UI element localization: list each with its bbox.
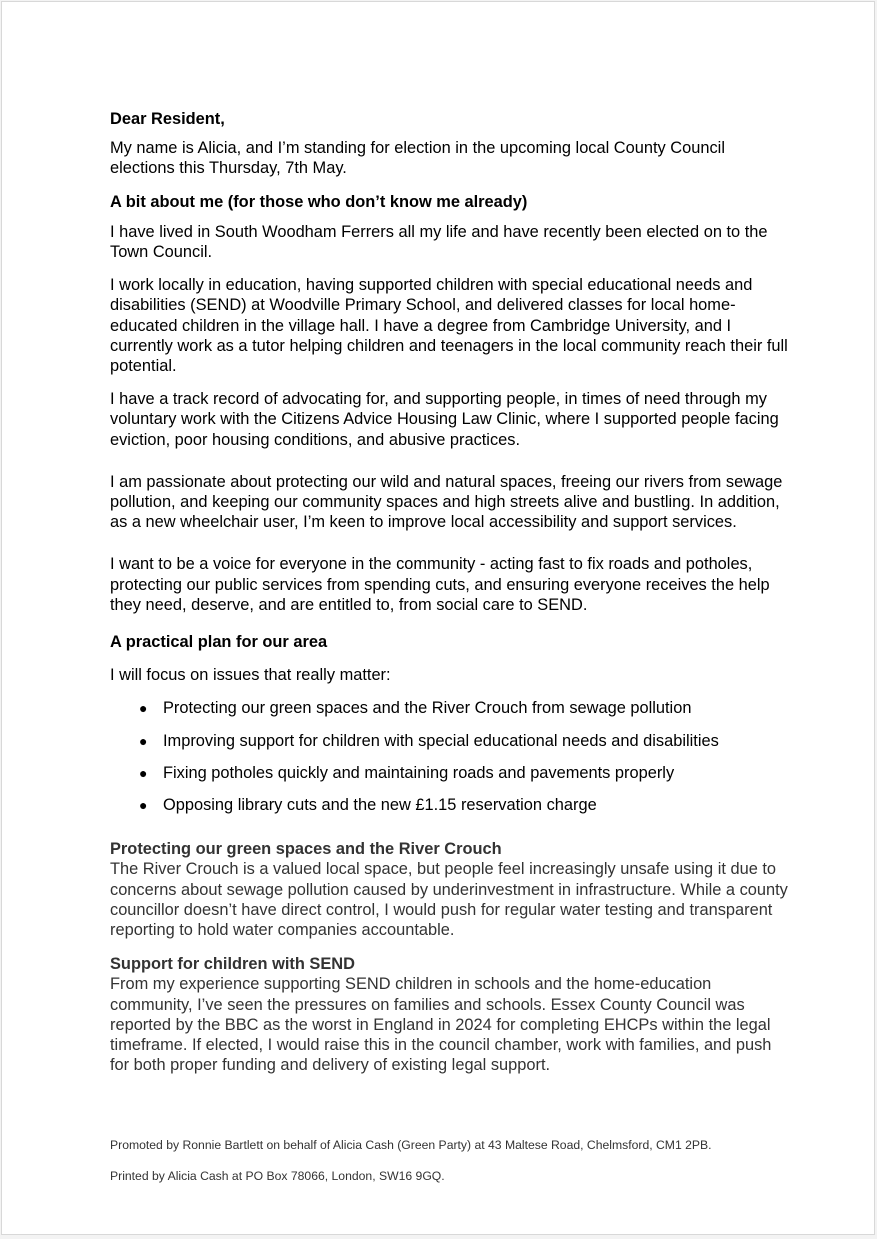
list-item: ● Opposing library cuts and the new £1.15 reservation charge xyxy=(139,796,597,815)
promoted-by: Promoted by Ronnie Bartlett on behalf of Alicia Cash (Green Party) at 43 Maltese Road, Chelmsford, CM1 2PB. xyxy=(110,1138,712,1152)
printed-by: Printed by Alicia Cash at PO Box 78066, London, SW16 9GQ. xyxy=(110,1169,445,1183)
about-paragraph-2: I work locally in education, having supported children with special educational needs and disabilities (SEND) at Woodville Primary School, and delivered classes for local home-educated children in the village hall. I have a degree from Cambridge University, and I currently work as a tutor helping children and teenagers in the local community reach their full potential. xyxy=(110,276,788,376)
plan-list xyxy=(110,698,790,827)
list-item: ● Protecting our green spaces and the River Crouch from sewage pollution xyxy=(139,699,692,718)
letter-body xyxy=(110,109,790,1075)
river-heading: Protecting our green spaces and the River Crouch xyxy=(110,840,502,859)
intro-paragraph: My name is Alicia, and I’m standing for election in the upcoming local County Council elections this Thursday, 7th May. xyxy=(110,139,725,178)
about-paragraph-4: I am passionate about protecting our wild and natural spaces, freeing our rivers from sewage pollution, and keeping our community spaces and high streets alive and bustling. In addition, as a new wheelchair user, I’m keen to improve local accessibility and support services. xyxy=(110,472,783,532)
about-heading: A bit about me (for those who don’t know me already) xyxy=(110,192,528,211)
imprint-footer xyxy=(110,1138,810,1200)
plan-intro: I will focus on issues that really matter: xyxy=(110,666,391,685)
plan-heading: A practical plan for our area xyxy=(110,633,328,652)
bullet-icon: ● xyxy=(139,700,148,717)
bullet-icon: ● xyxy=(139,764,148,781)
about-paragraph-1: I have lived in South Woodham Ferrers all my life and have recently been elected on to the Town Council. xyxy=(110,222,768,262)
list-item: ● Improving support for children with special educational needs and disabilities xyxy=(139,731,719,750)
bullet-icon: ● xyxy=(139,732,148,749)
about-paragraph-3: I have a track record of advocating for, and supporting people, in times of need through my voluntary work with the Citizens Advice Housing Law Clinic, where I supported people facing eviction, poor housing conditions, and abusive practices. xyxy=(110,390,779,449)
list-item: ● Fixing potholes quickly and maintaining roads and pavements properly xyxy=(139,763,675,782)
send-heading: Support for children with SEND xyxy=(110,955,355,974)
send-paragraph: From my experience supporting SEND children in schools and the home-education community, I’ve seen the pressures on families and schools. Essex County Council was reported by the BBC as the worst in England in 2024 for completing EHCPs within the legal timeframe. If elected, I would raise this in the council chamber, work with families, and push for both proper funding and delivery of existing legal support. xyxy=(110,975,772,1075)
river-paragraph: The River Crouch is a valued local space, but people feel increasingly unsafe using it due to concerns about sewage pollution caused by underinvestment in infrastructure. While a county councillor doesn’t have direct control, I would push for regular water testing and transparent reporting to hold water companies accountable. xyxy=(110,860,788,940)
document-page xyxy=(1,1,875,1235)
greeting: Dear Resident, xyxy=(110,110,225,128)
bullet-icon: ● xyxy=(139,797,148,814)
about-paragraph-5: I want to be a voice for everyone in the community - acting fast to fix roads and potholes, protecting our public services from spending cuts, and ensuring everyone receives the help they need, deserve, and are entitled to, from social care to SEND. xyxy=(110,555,770,614)
